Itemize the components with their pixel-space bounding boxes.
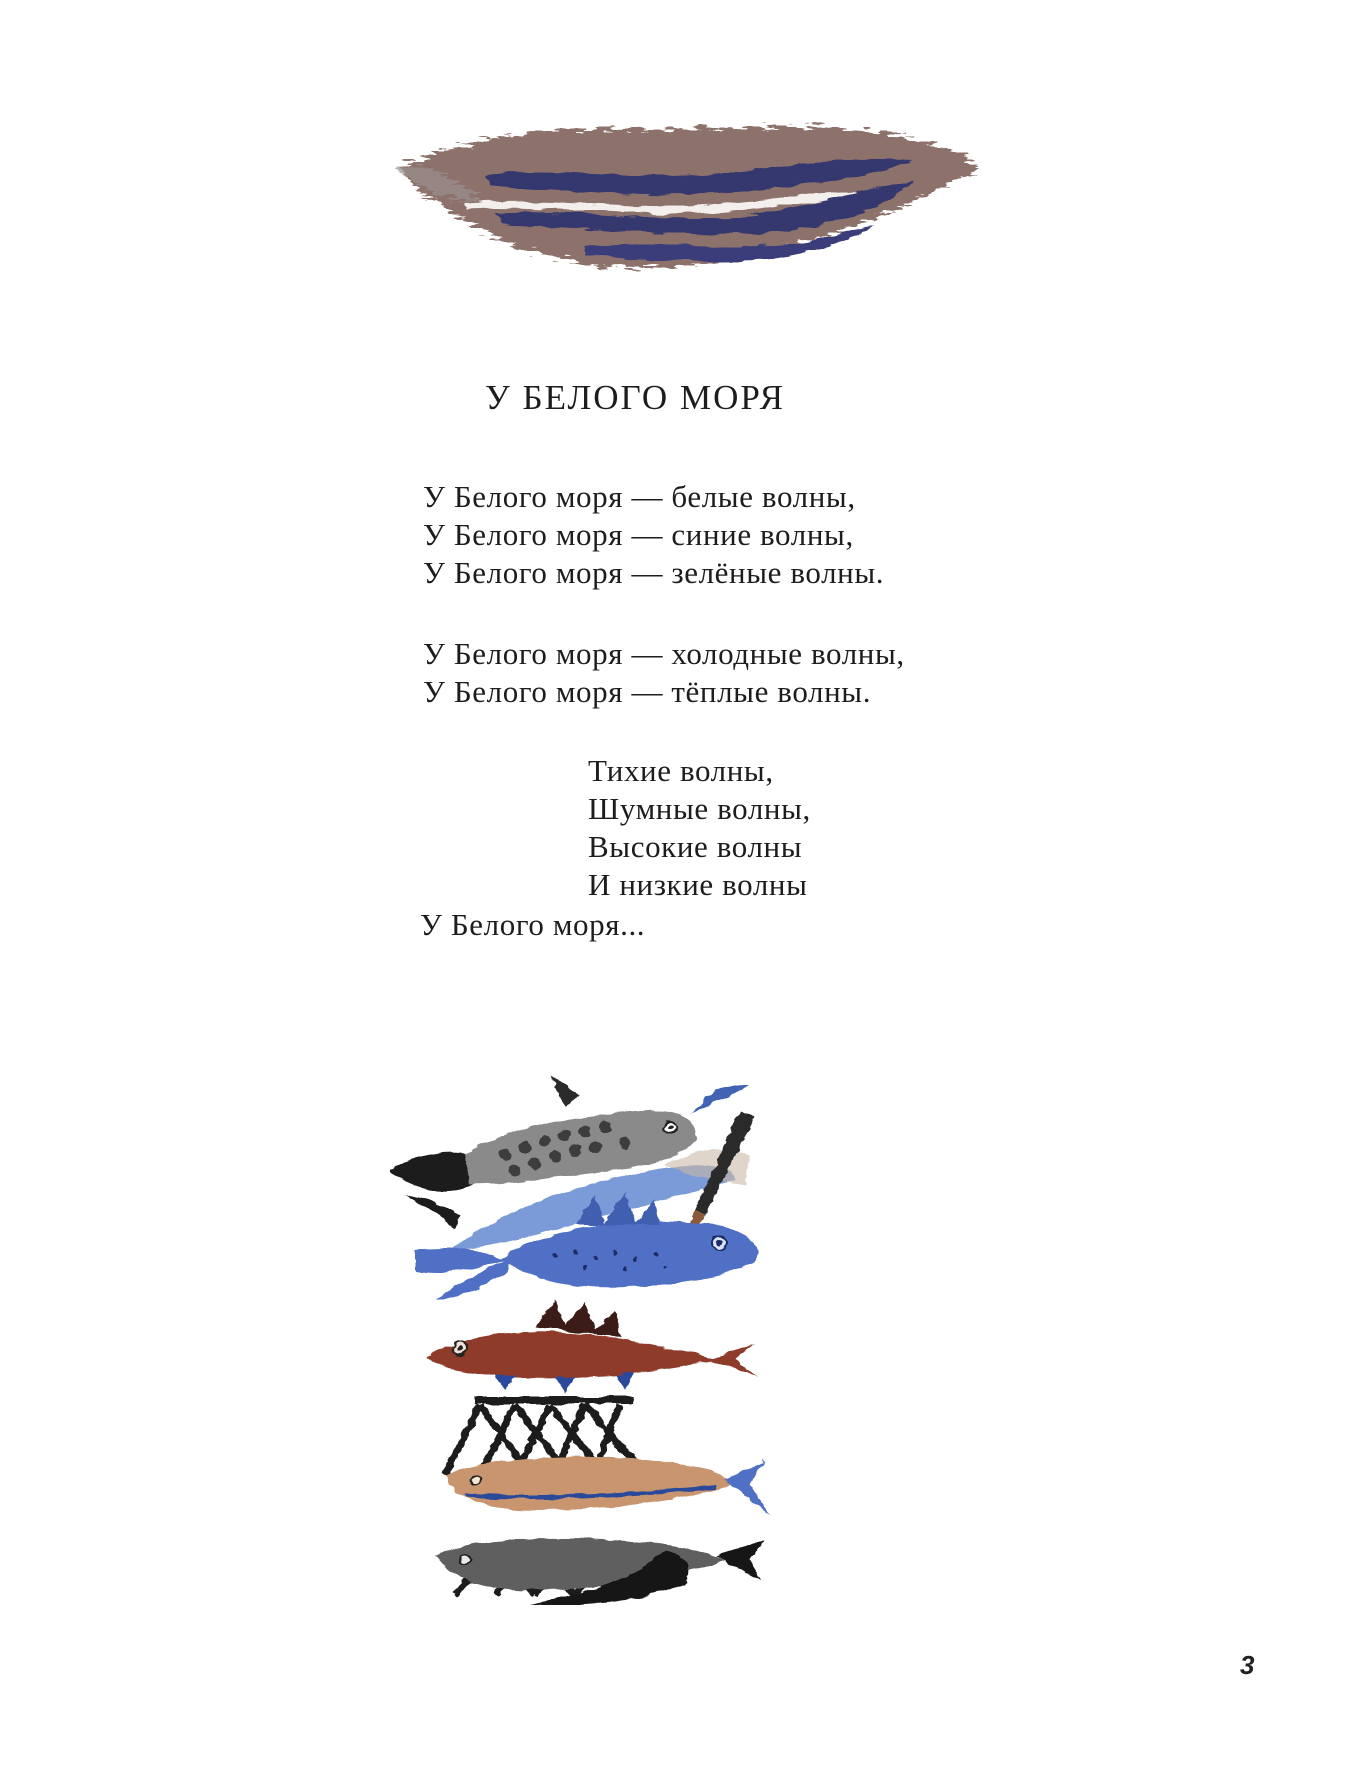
tan-fish: [445, 1456, 770, 1515]
page-number: 3: [1240, 1650, 1255, 1680]
stanza: [588, 752, 811, 904]
sea-waves-illustration: [395, 105, 995, 285]
verse-line: У Белого моря — белые волны,: [423, 479, 856, 514]
red-fish: [425, 1300, 757, 1393]
verse-line: И низкие волны: [588, 867, 808, 902]
verse-line: У Белого моря...: [420, 907, 646, 942]
verse-line: Тихие волны,: [588, 753, 774, 788]
verse-line: У Белого моря — зелёные волны.: [423, 555, 885, 590]
verse-line: У Белого моря — синие волны,: [423, 517, 854, 552]
stanza: [423, 635, 905, 711]
poem-title: У БЕЛОГО МОРЯ: [485, 378, 785, 417]
verse-line: У Белого моря — тёплые волны.: [423, 674, 872, 709]
stanza: [423, 478, 884, 592]
verse-line: У Белого моря — холодные волны,: [423, 636, 905, 671]
fish-stack-illustration: [385, 1055, 875, 1605]
verse-line: Высокие волны: [588, 829, 803, 864]
stanza: [420, 906, 645, 944]
verse-line: Шумные волны,: [588, 791, 811, 826]
dark-gray-fish: [435, 1538, 765, 1605]
